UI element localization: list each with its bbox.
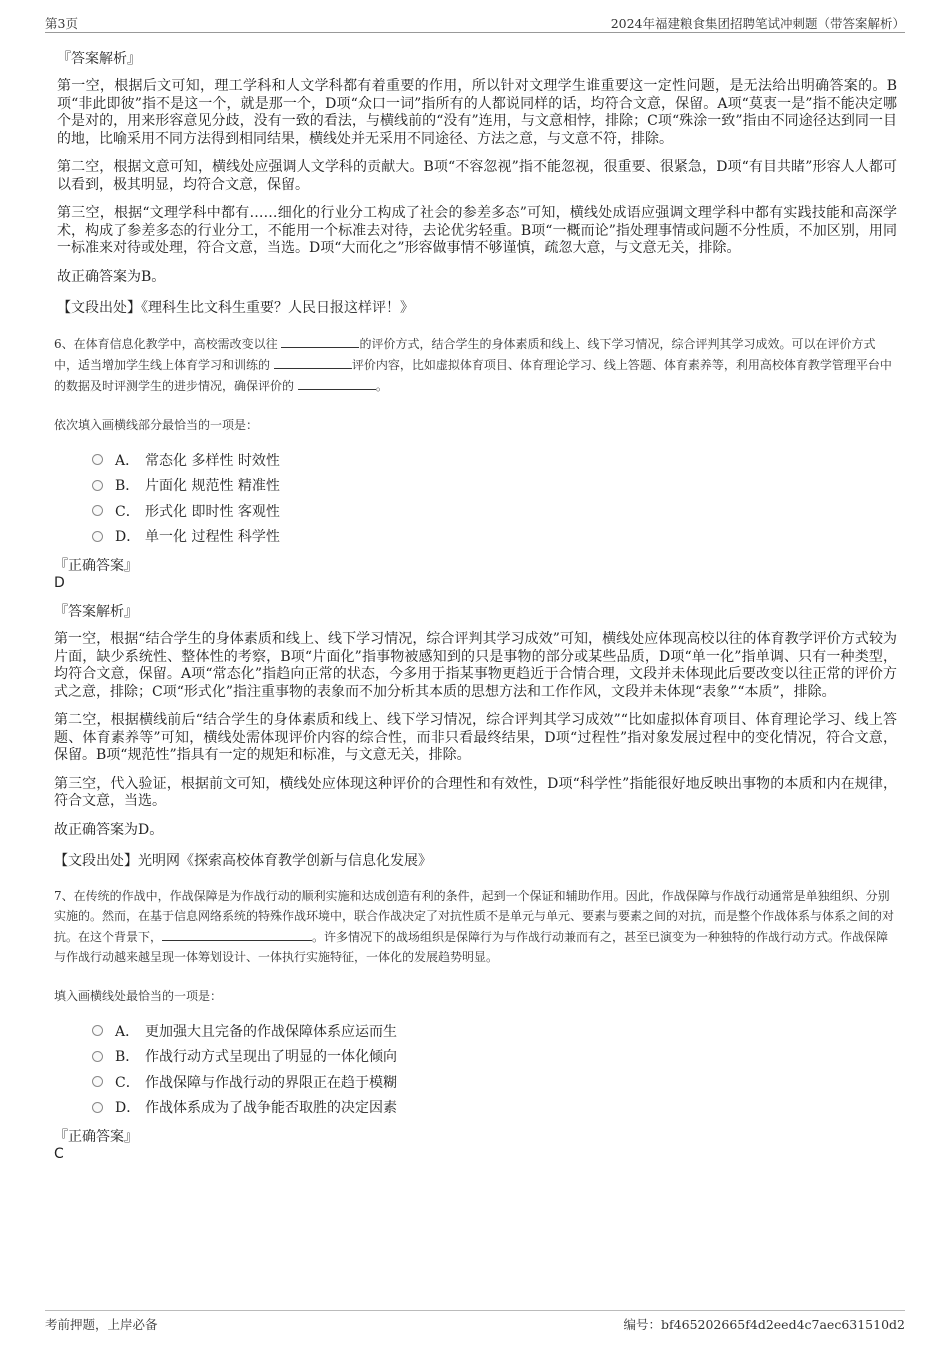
text-source: 【文段出处】《理科生比文科生重要？人民日报这样评！》 [57, 300, 414, 316]
fill-blank [162, 926, 312, 941]
option-b[interactable]: B． 作战行动方式呈现出了明显的一体化倾向 [92, 1044, 897, 1070]
fill-blank [298, 375, 376, 390]
text-source: 【文段出处】光明网《探索高校体育教学创新与信息化发展》 [54, 853, 432, 869]
answer-title: 『正确答案』 [54, 558, 138, 574]
radio-icon[interactable] [92, 1025, 103, 1036]
radio-icon[interactable] [92, 531, 103, 542]
option-c[interactable]: C． 形式化 即时性 客观性 [92, 498, 897, 524]
stem-part: 的评价方式，结合学生的身体素质和线上、线下学习情况，综合评判其学习成效。可以在评价方式中，适当增加学生线上体育学习和训练的 [54, 337, 876, 372]
option-d[interactable]: D． 单一化 过程性 科学性 [92, 524, 897, 550]
stem-part: 。 [375, 379, 388, 393]
option-d[interactable]: D． 作战体系成为了战争能否取胜的决定因素 [92, 1095, 897, 1121]
fill-blank [281, 333, 359, 348]
page-content [54, 38, 897, 1166]
option-list [92, 1018, 897, 1120]
q5-analysis [57, 48, 897, 317]
radio-icon[interactable] [92, 1076, 103, 1087]
page-footer [45, 1310, 905, 1335]
analysis-conclusion: 故正确答案为D。 [54, 821, 164, 838]
document-id: 编号：bf465202665f4d2eed4c7aec631510d2 [623, 1317, 905, 1332]
radio-icon[interactable] [92, 480, 103, 491]
option-b[interactable]: B． 片面化 规范性 精准性 [92, 473, 897, 499]
footer-slogan: 考前押题，上岸必备 [45, 1317, 158, 1332]
analysis-paragraph: 第二空，根据文意可知，横线处应强调人文学科的贡献大。B项“不容忽视”指不能忽视，很重要、很紧急，D项“有目共睹”形容人人都可以看到，极其明显，均符合文意，保留。 [57, 159, 897, 193]
question-stem [54, 333, 897, 396]
fill-blank [274, 354, 352, 369]
stem-part: 。许多情况下的战场组织是保障行为与作战行动兼而有之，甚至已演变为一种独特的作战行动方式。作战保障与作战行动越来越呈现一体筹划设计、一体执行实施特征，一体化的发展趋势明显。 [54, 930, 889, 964]
page-number: 第3页 [45, 16, 78, 31]
radio-icon[interactable] [92, 454, 103, 465]
stem-part: 7、在传统的作战中，作战保障是为作战行动的顺利实施和达成创造有利的条件，起到一个保证和辅助作用。因此，作战保障与作战行动通常是单独组织、分别实施的。然而，在基于信息网络系统的特殊作战环境中，联合作战决定了对抗性质不是单元与单元、要素与要素之间的对抗，而是整个作战体系与体系之间的对抗。在这个背景下， [54, 889, 895, 944]
analysis-paragraph: 第一空，根据“结合学生的身体素质和线上、线下学习情况，综合评判其学习成效”可知，横线处应体现高校以往的体育教学评价方式较为片面，缺少系统性、整体性的考察，B项“片面化”指事物被感知到的只是事物的部分或某些品质，D项“单一化”指单调、只有一种类型，均符合文意，保留。A项“常态化”指趋向正常的状态，今多用于指某事物更趋近于合情合理，文段并未体现此后要改变以往正常的评价方式之意，排除；C项“形式化”指注重事物的表象而不加分析其本质的思想方法和工作作风，文段并未体现“表象”“本质”，排除。 [54, 631, 897, 700]
radio-icon[interactable] [92, 1102, 103, 1113]
analysis-paragraph: 第一空，根据后文可知，理工学科和人文学科都有着重要的作用，所以针对文理学生谁重要这一定性问题，是无法给出明确答案的。B项“非此即彼”指不是这一个，就是那一个，D项“众口一词”指所有的人都说同样的话，均符合文意，保留。A项“莫衷一是”指不能决定哪个是对的，用来形容意见分歧，没有一致的看法，与横线前的“没有”连用，与文意相悖，排除；C项“殊涂一致”指由不同途径达到同一目的地，比喻采用不同方法得到相同结果，横线处并无采用不同途径、方法之意，与文意不符，排除。 [57, 78, 897, 147]
stem-part: 评价内容，比如虚拟体育项目、体育理论学习、线上答题、体育素养等，利用高校体育教学管理平台中的数据及时评测学生的进步情况，确保评价的 [54, 358, 892, 393]
analysis-title: 『答案解析』 [57, 51, 141, 67]
answer-value: C [54, 1146, 64, 1162]
radio-icon[interactable] [92, 505, 103, 516]
question-instruction: 依次填入画横线部分最恰当的一项是： [54, 418, 259, 432]
stem-part: 6、在体育信息化教学中，高校需改变以往 [54, 337, 278, 351]
question-stem [54, 886, 897, 967]
analysis-paragraph: 第三空，根据“文理学科中都有……细化的行业分工构成了社会的参差多态”可知，横线处成语应强调文理学科中都有实践技能和高深学术，构成了参差多态的行业分工，不能用一个标准去对待，去论优劣轻重。B项“一概而论”指处理事情或问题不分性质，不加区别，用同一标准来对待或处理，符合文意，当选。D项“大而化之”形容做事情不够谨慎，疏忽大意，与文意无关，排除。 [57, 205, 897, 256]
analysis-paragraph: 第二空，根据横线前后“结合学生的身体素质和线上、线下学习情况，综合评判其学习成效”“比如虚拟体育项目、体育理论学习、线上答题、体育素养等”可知，横线处需体现评价内容的综合性，而非只看最终结果，D项“过程性”指对象发展过程中的变化情况，符合文意，保留。B项“规范性”指具有一定的规矩和标准，与文意无关，排除。 [54, 712, 897, 763]
question-instruction: 填入画横线处最恰当的一项是： [54, 989, 223, 1003]
option-a[interactable]: A． 更加强大且完备的作战保障体系应运而生 [92, 1018, 897, 1044]
option-a[interactable]: A． 常态化 多样性 时效性 [92, 447, 897, 473]
option-list [92, 447, 897, 549]
option-c[interactable]: C． 作战保障与作战行动的界限正在趋于模糊 [92, 1069, 897, 1095]
analysis-conclusion: 故正确答案为B。 [57, 268, 166, 285]
answer-title: 『正确答案』 [54, 1129, 138, 1145]
page-header [45, 8, 905, 33]
analysis-paragraph: 第三空，代入验证，根据前文可知，横线处应体现这种评价的合理性和有效性，D项“科学性”指能很好地反映出事物的本质和内在规律，符合文意，当选。 [54, 775, 897, 809]
answer-value: D [54, 575, 65, 591]
question-6 [54, 333, 897, 870]
document-title: 2024年福建粮食集团招聘笔试冲刺题（带答案解析） [610, 16, 905, 31]
radio-icon[interactable] [92, 1051, 103, 1062]
analysis-title: 『答案解析』 [54, 604, 138, 620]
question-7 [54, 886, 897, 1162]
